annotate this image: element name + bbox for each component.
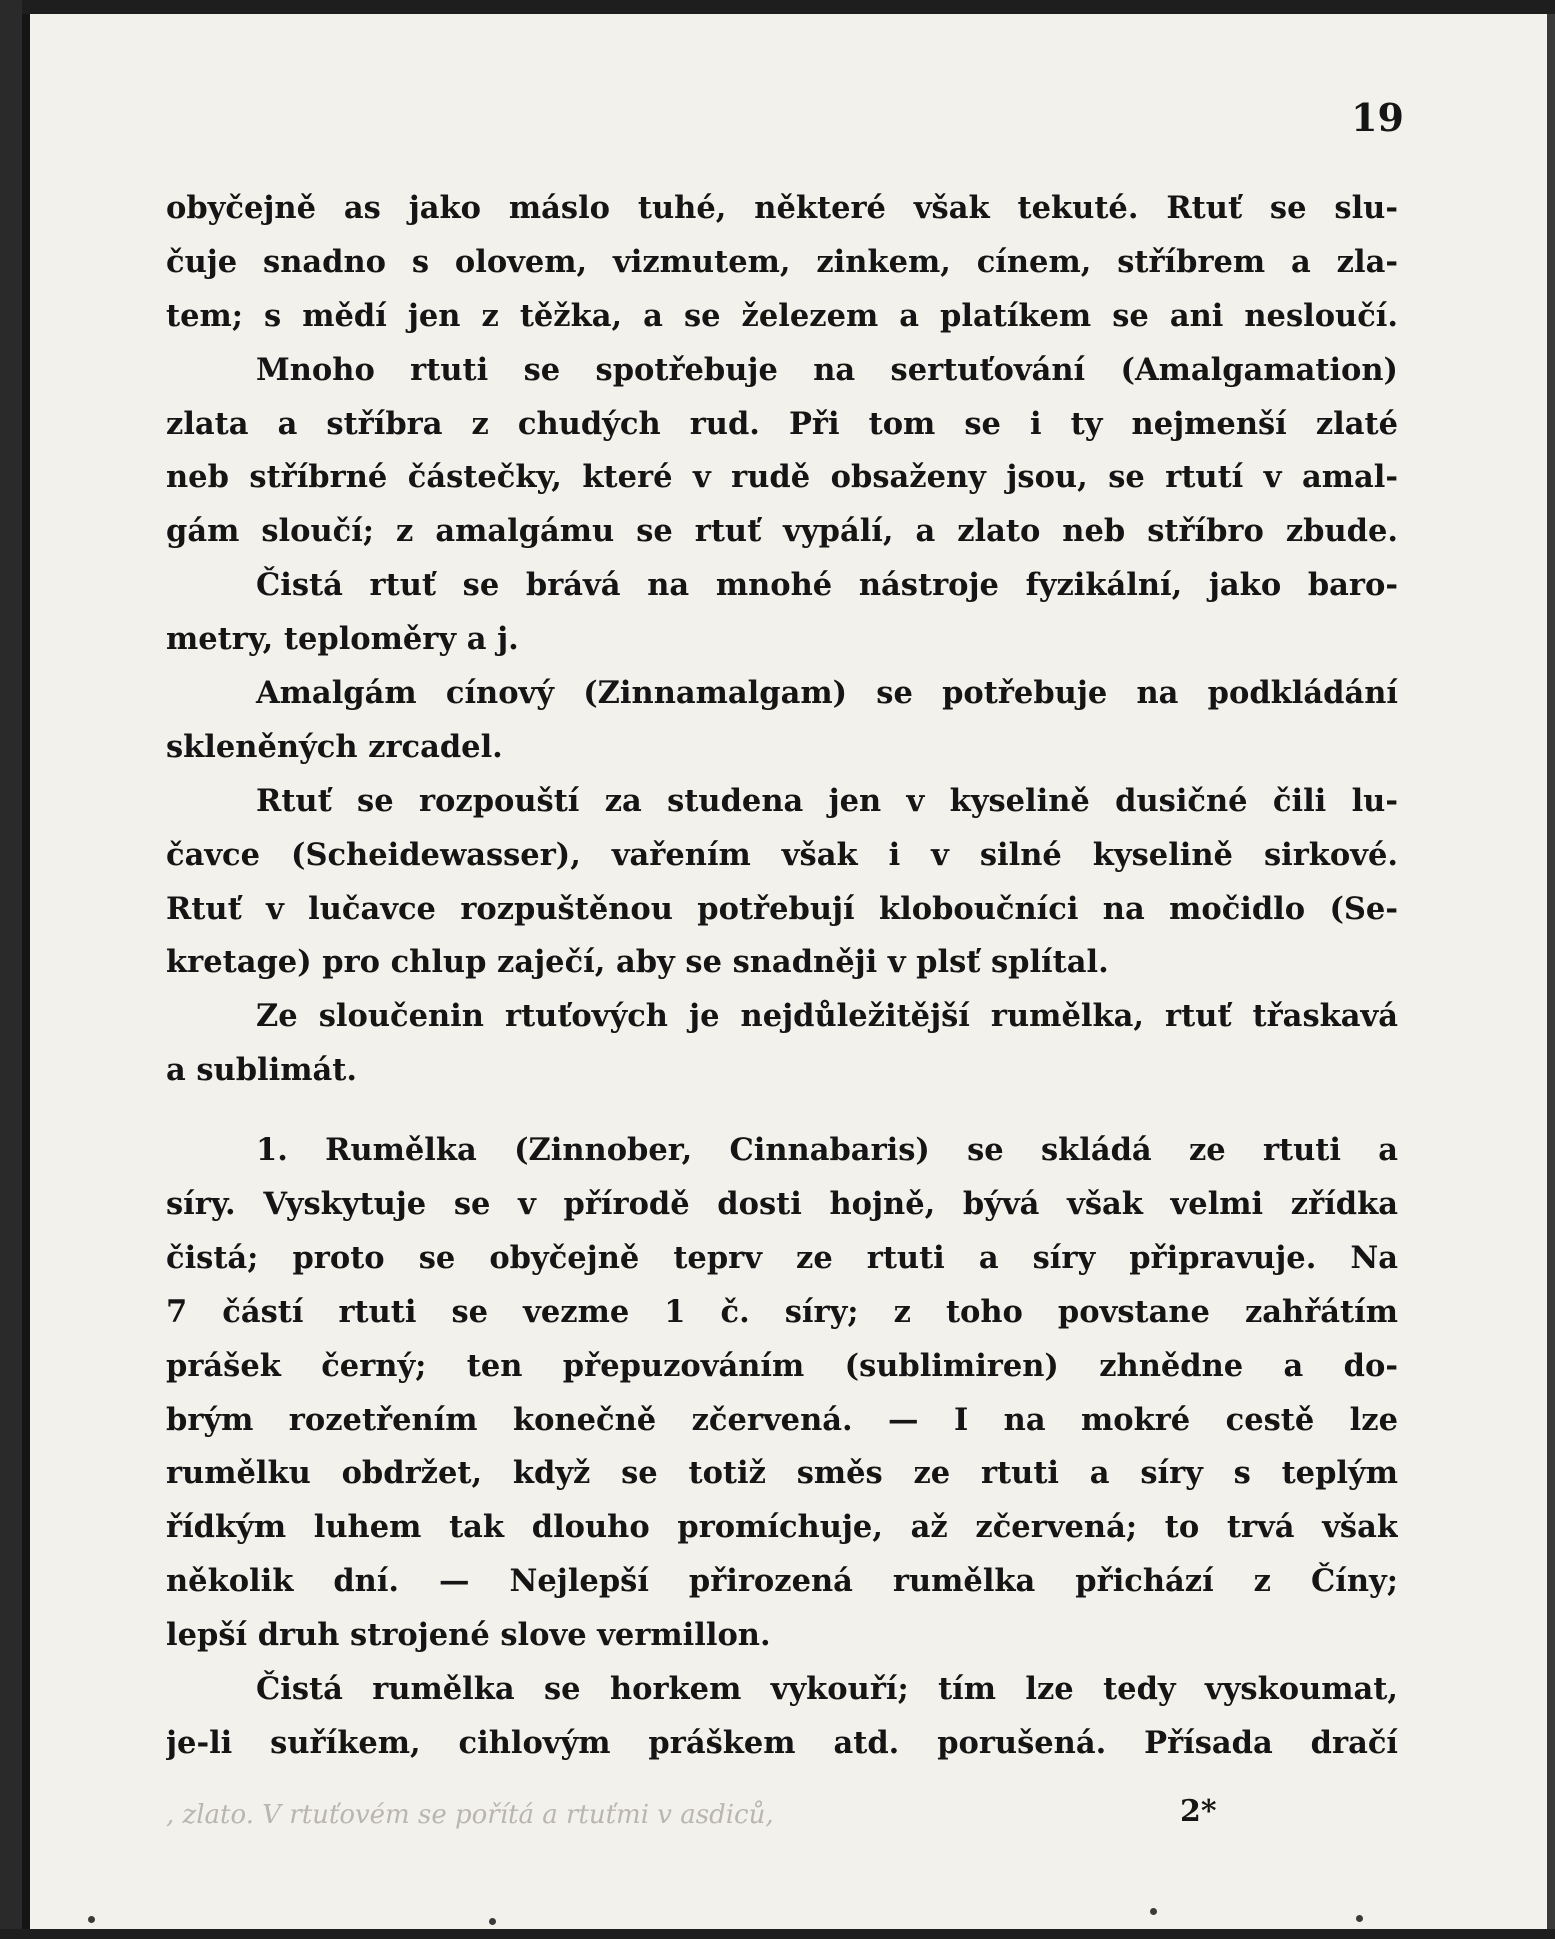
text-line: Mnoho rtuti se spotřebuje na sertuťování (Amalgamation)	[256, 351, 1398, 388]
text-line: obyčejně as jako máslo tuhé, některé však tekuté. Rtuť se slu-	[166, 190, 1398, 226]
text-line: lepší druh strojené slove vermillon.	[166, 1617, 771, 1654]
text-line: gám sloučí; z amalgámu se rtuť vypálí, a zlato neb stříbro zbude.	[166, 513, 1398, 550]
text-line: brým rozetřením konečně zčervená. — I na mokré cestě lze	[166, 1401, 1398, 1438]
text-line: Rtuť v lučavce rozpuštěnou potřebují kloboučníci na močidlo (Se-	[166, 890, 1398, 927]
text-line: a sublimát.	[166, 1052, 357, 1089]
scan-edge-top	[0, 0, 1555, 14]
text-line: 7 částí rtuti se vezme 1 č. síry; z toho povstane zahřátím	[166, 1293, 1398, 1330]
text-line: Čistá rtuť se brává na mnohé nástroje fyzikální, jako baro-	[256, 567, 1398, 604]
text-line: Rtuť se rozpouští za studena jen v kyselině dusičné čili lu-	[256, 782, 1398, 819]
text-line: řídkým luhem tak dlouho promíchuje, až zčervená; to trvá však	[166, 1509, 1398, 1546]
text-line: síry. Vyskytuje se v přírodě dosti hojně, bývá však velmi zřídka	[166, 1186, 1398, 1223]
text-line: zlata a stříbra z chudých rud. Při tom se i ty nejmenší zlaté	[166, 405, 1398, 442]
scan-speck	[489, 1918, 496, 1925]
text-line: prášek černý; ten přepuzováním (sublimiren) zhnědne a do-	[166, 1347, 1398, 1384]
text-line: je-li suříkem, cihlovým práškem atd. porušená. Přísada dračí	[166, 1724, 1398, 1761]
page-number: 19	[1351, 95, 1404, 140]
signature-mark: 2*	[1180, 1794, 1217, 1829]
text-line: Ze sloučenin rtuťových je nejdůležitější rumělka, rtuť třaskavá	[256, 998, 1398, 1035]
text-line: kretage) pro chlup zaječí, aby se snadněji v plsť splítal.	[166, 944, 1109, 981]
text-line: 1. Rumělka (Zinnober, Cinnabaris) se skládá ze rtuti a	[256, 1132, 1398, 1169]
text-line: metry, teploměry a j.	[166, 621, 519, 658]
text-line: Čistá rumělka se horkem vykouří; tím lze tedy vyskoumat,	[256, 1671, 1398, 1708]
text-line: několik dní. — Nejlepší přirozená rumělka přichází z Číny;	[166, 1563, 1398, 1600]
text-line: tem; s mědí jen z těžka, a se železem a platíkem se ani nesloučí.	[166, 297, 1398, 334]
page-body	[166, 182, 1398, 1771]
text-line: čuje snadno s olovem, vizmutem, zinkem, cínem, stříbrem a zla-	[166, 243, 1398, 280]
text-line: neb stříbrné částečky, které v rudě obsaženy jsou, se rtutí v amal-	[166, 459, 1398, 496]
scan-speck	[88, 1916, 95, 1923]
bleed-through-text: , zlato. V rtuťovém se pořítá a rtuťmi v asdiců,	[166, 1800, 774, 1830]
text-line: skleněných zrcadel.	[166, 728, 503, 765]
text-line: rumělku obdržet, když se totiž směs ze rtuti a síry s teplým	[166, 1455, 1398, 1492]
scan-speck	[1356, 1915, 1363, 1922]
text-line: čavce (Scheidewasser), vařením však i v silné kyselině sirkové.	[166, 836, 1398, 873]
text-line: Amalgám cínový (Zinnamalgam) se potřebuje na podkládání	[256, 675, 1398, 712]
text-line: čistá; proto se obyčejně teprv ze rtuti a síry připravuje. Na	[166, 1239, 1398, 1276]
scan-edge-left	[0, 0, 22, 1939]
scan-edge-bottom	[0, 1929, 1555, 1939]
scan-speck	[1150, 1908, 1157, 1915]
